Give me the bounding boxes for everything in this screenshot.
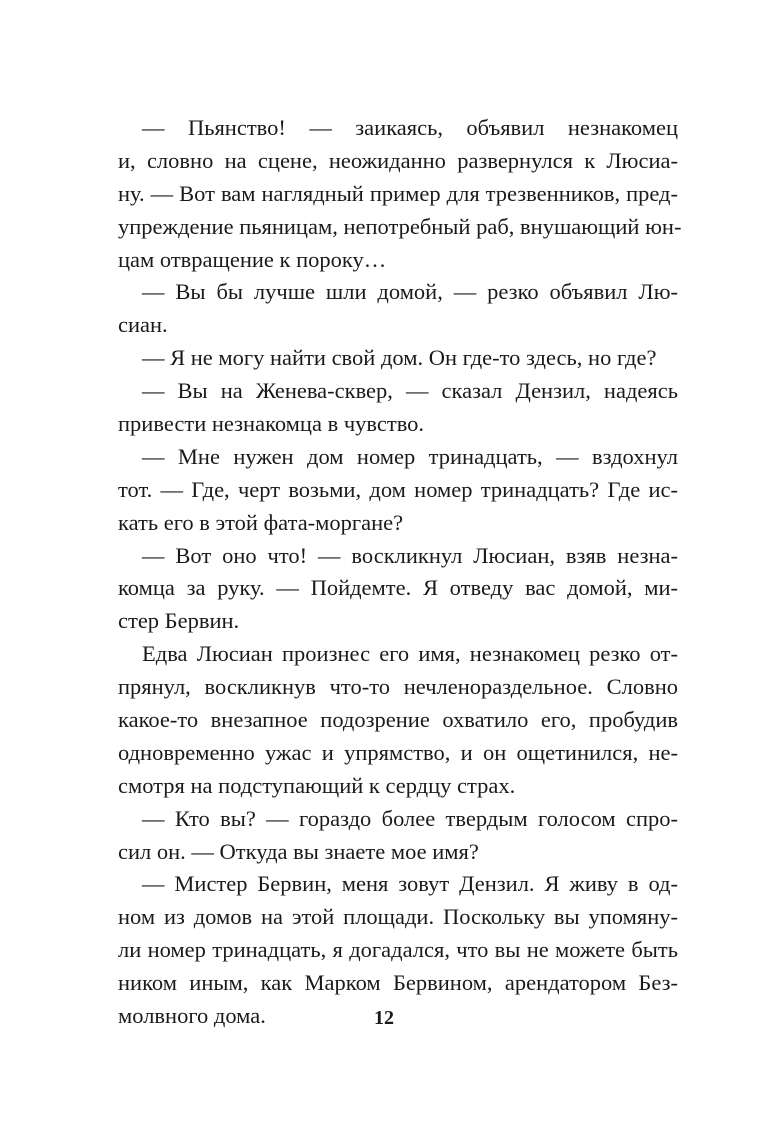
text-line: одновременно ужас и упрямство, и он ощетинился, не- [118,739,678,765]
text-line: — Вы на Женева-сквер, — сказал Дензил, надеясь [142,378,678,404]
text-line: сил он. — Откуда вы знаете мое имя? [118,838,479,864]
text-line: — Мистер Бервин, меня зовут Дензил. Я живу в од- [142,871,678,897]
text-line: Едва Люсиан произнес его имя, незнакомец резко от- [142,641,678,667]
text-line: смотря на подступающий к сердцу страх. [118,772,516,798]
text-line: ну. — Вот вам наглядный пример для трезвенников, пред- [118,180,678,206]
text-line: сиан. [118,312,168,338]
page-text [118,112,682,1033]
text-line: привести незнакомца в чувство. [118,411,425,437]
text-line: тот. — Где, черт возьми, дом номер тринадцать? Где ис- [118,476,678,502]
text-line: — Мне нужен дом номер тринадцать, — вздохнул [142,443,678,469]
text-line: и, словно на сцене, неожиданно развернулся к Люсиа- [118,147,678,173]
text-line: ли номер тринадцать, я догадался, что вы не можете быть [118,937,678,963]
text-line: ном из домов на этой площади. Поскольку вы упомяну- [118,904,678,930]
text-line: — Пьянство! — заикаясь, объявил незнакомец [142,115,678,140]
text-line: какое-то внезапное подозрение охватило его, пробудив [118,707,678,733]
text-line: — Я не могу найти свой дом. Он где-то здесь, но где? [142,345,657,371]
text-line: стер Бервин. [118,608,240,634]
text-line: кать его в этой фата-моргане? [118,509,404,535]
text-line: — Вы бы лучше шли домой, — резко объявил Лю- [142,279,678,305]
text-line: прянул, воскликнув что-то нечленораздельное. Словно [118,674,678,700]
text-line: цам отвращение к пороку… [118,246,387,272]
text-line: молвного дома. [118,1003,266,1029]
page-number: 12 [374,1007,394,1029]
text-line: упреждение пьяницам, непотребный раб, внушающий юн- [118,213,682,239]
text-line: комца за руку. — Пойдемте. Я отведу вас домой, ми- [118,575,678,601]
text-line: — Вот оно что! — воскликнул Люсиан, взяв незна- [142,542,678,568]
text-line: — Кто вы? — гораздо более твердым голосом спро- [142,805,678,831]
text-line: ником иным, как Марком Бервином, арендатором Без- [118,970,678,996]
